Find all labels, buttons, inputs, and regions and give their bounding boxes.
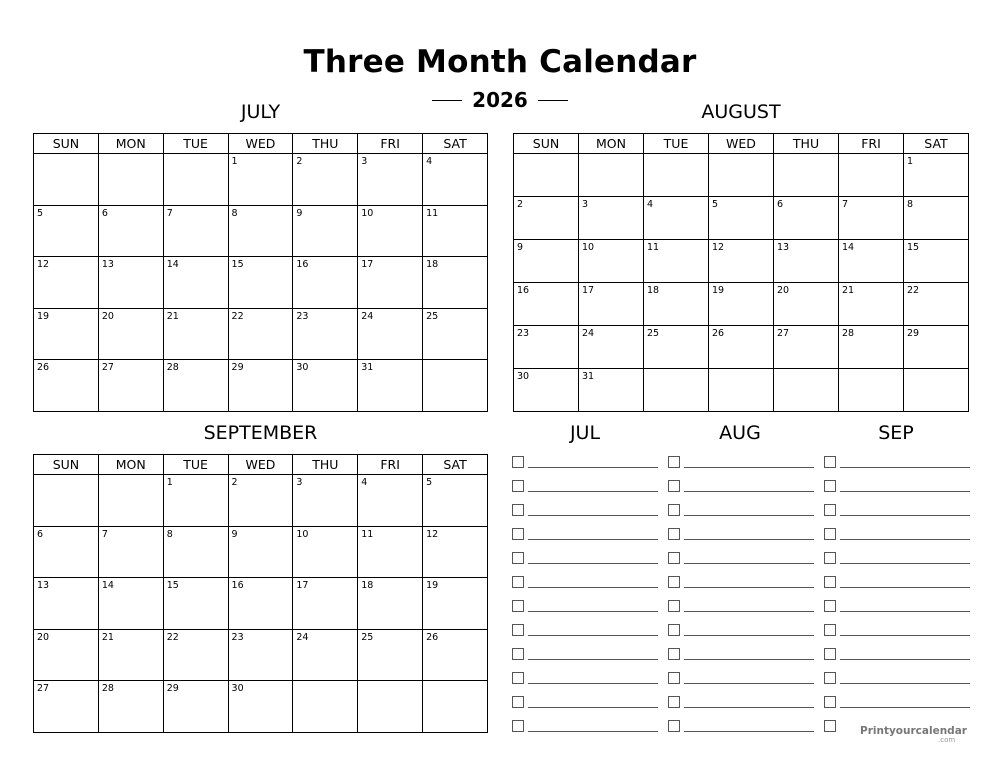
todo-item[interactable]	[668, 479, 814, 493]
checkbox-icon[interactable]	[512, 528, 524, 540]
day-cell: 3	[293, 475, 358, 527]
day-cell: 10	[293, 526, 358, 578]
day-cell: 27	[774, 326, 839, 369]
week-row	[514, 197, 969, 240]
day-cell: 30	[514, 369, 579, 412]
day-cell	[774, 154, 839, 197]
todo-write-line[interactable]	[528, 611, 658, 612]
day-cell: 12	[709, 240, 774, 283]
checkbox-icon[interactable]	[668, 528, 680, 540]
todo-write-line[interactable]	[528, 731, 658, 732]
day-cell: 6	[98, 205, 163, 257]
weekday-header-row	[514, 134, 969, 154]
day-cell	[34, 475, 99, 527]
brand-logo-suffix: .com	[938, 736, 956, 744]
day-cell: 31	[579, 369, 644, 412]
todo-item[interactable]	[824, 575, 970, 589]
calendar-july	[33, 133, 488, 412]
day-cell	[98, 475, 163, 527]
day-cell: 1	[904, 154, 969, 197]
page-title: Three Month Calendar	[303, 44, 697, 80]
day-cell: 13	[774, 240, 839, 283]
day-cell: 10	[358, 205, 423, 257]
todo-write-line[interactable]	[684, 731, 814, 732]
todo-write-line[interactable]	[684, 659, 814, 660]
day-cell: 21	[839, 283, 904, 326]
todo-item[interactable]	[824, 623, 970, 637]
checkbox-icon[interactable]	[668, 552, 680, 564]
day-cell: 17	[579, 283, 644, 326]
checkbox-icon[interactable]	[824, 624, 836, 636]
day-cell: 13	[34, 578, 99, 630]
todo-item[interactable]	[512, 575, 658, 589]
checkbox-icon[interactable]	[668, 576, 680, 588]
checkbox-icon[interactable]	[512, 720, 524, 732]
day-cell: 4	[644, 197, 709, 240]
todo-write-line[interactable]	[840, 515, 970, 516]
todo-item[interactable]	[512, 503, 658, 517]
weekday-header: TUE	[163, 455, 228, 475]
weekday-header: SAT	[423, 134, 488, 154]
todo-write-line[interactable]	[840, 563, 970, 564]
day-cell: 20	[34, 629, 99, 681]
checkbox-icon[interactable]	[512, 624, 524, 636]
todo-write-line[interactable]	[684, 611, 814, 612]
todo-write-line[interactable]	[840, 683, 970, 684]
todo-write-line[interactable]	[684, 587, 814, 588]
day-cell: 9	[514, 240, 579, 283]
day-cell: 6	[774, 197, 839, 240]
day-cell: 22	[163, 629, 228, 681]
todo-item[interactable]	[824, 527, 970, 541]
todo-write-line[interactable]	[684, 635, 814, 636]
checkbox-icon[interactable]	[824, 720, 836, 732]
weekday-header: SAT	[423, 455, 488, 475]
day-cell: 26	[423, 629, 488, 681]
checkbox-icon[interactable]	[824, 600, 836, 612]
checkbox-icon[interactable]	[512, 480, 524, 492]
day-cell: 3	[579, 197, 644, 240]
todo-write-line[interactable]	[840, 659, 970, 660]
todo-item[interactable]	[824, 719, 832, 733]
day-cell: 5	[34, 205, 99, 257]
todo-item[interactable]	[668, 647, 814, 661]
day-cell: 25	[644, 326, 709, 369]
day-cell: 2	[228, 475, 293, 527]
day-cell: 16	[293, 257, 358, 309]
checkbox-icon[interactable]	[512, 576, 524, 588]
todo-item[interactable]	[668, 575, 814, 589]
day-cell: 8	[904, 197, 969, 240]
todo-write-line[interactable]	[684, 563, 814, 564]
day-cell: 28	[98, 681, 163, 733]
day-cell	[423, 681, 488, 733]
day-cell: 14	[839, 240, 904, 283]
todo-write-line[interactable]	[840, 467, 970, 468]
day-cell: 12	[423, 526, 488, 578]
day-cell: 19	[709, 283, 774, 326]
day-cell: 18	[644, 283, 709, 326]
week-row	[34, 475, 488, 527]
todo-item[interactable]	[512, 719, 658, 733]
day-cell: 26	[709, 326, 774, 369]
weekday-header: THU	[293, 455, 358, 475]
todo-write-line[interactable]	[684, 515, 814, 516]
brand-logo-text: Printyourcalendar	[860, 725, 967, 737]
day-cell: 2	[514, 197, 579, 240]
checkbox-icon[interactable]	[668, 720, 680, 732]
day-cell: 30	[293, 360, 358, 412]
month-name-july: JULY	[240, 101, 281, 123]
checkbox-icon[interactable]	[824, 696, 836, 708]
todo-item[interactable]	[668, 455, 814, 469]
day-cell: 11	[358, 526, 423, 578]
todo-write-line[interactable]	[684, 707, 814, 708]
checkbox-icon[interactable]	[512, 456, 524, 468]
weekday-header: WED	[228, 134, 293, 154]
todo-item[interactable]	[512, 527, 658, 541]
week-row	[34, 360, 488, 412]
todo-write-line[interactable]	[840, 635, 970, 636]
day-cell: 28	[163, 360, 228, 412]
todo-item[interactable]	[824, 671, 970, 685]
day-cell	[644, 154, 709, 197]
todo-item[interactable]	[512, 551, 658, 565]
calendar-september	[33, 454, 488, 733]
day-cell: 22	[228, 308, 293, 360]
day-cell: 19	[34, 308, 99, 360]
day-cell: 20	[774, 283, 839, 326]
day-cell: 6	[34, 526, 99, 578]
checkbox-icon[interactable]	[824, 504, 836, 516]
todo-item[interactable]	[668, 719, 814, 733]
todo-item[interactable]	[512, 455, 658, 469]
checkbox-icon[interactable]	[512, 504, 524, 516]
todo-item[interactable]	[668, 551, 814, 565]
year-label: 2026	[472, 88, 528, 112]
day-cell	[839, 369, 904, 412]
day-cell: 17	[358, 257, 423, 309]
todo-write-line[interactable]	[684, 491, 814, 492]
day-cell: 5	[709, 197, 774, 240]
checkbox-icon[interactable]	[824, 456, 836, 468]
checkbox-icon[interactable]	[668, 600, 680, 612]
day-cell: 21	[163, 308, 228, 360]
week-row	[34, 578, 488, 630]
day-cell: 16	[514, 283, 579, 326]
todo-write-line[interactable]	[528, 515, 658, 516]
checkbox-icon[interactable]	[668, 672, 680, 684]
todo-item[interactable]	[824, 503, 970, 517]
todo-write-line[interactable]	[528, 683, 658, 684]
todo-item[interactable]	[668, 527, 814, 541]
day-cell	[358, 681, 423, 733]
weekday-header: WED	[709, 134, 774, 154]
todo-write-line[interactable]	[840, 611, 970, 612]
todo-item[interactable]	[668, 599, 814, 613]
day-cell: 18	[423, 257, 488, 309]
day-cell: 23	[228, 629, 293, 681]
day-cell: 24	[358, 308, 423, 360]
day-cell	[709, 369, 774, 412]
week-row	[34, 205, 488, 257]
weekday-header: SAT	[904, 134, 969, 154]
day-cell: 29	[904, 326, 969, 369]
day-cell: 14	[163, 257, 228, 309]
checkbox-icon[interactable]	[668, 504, 680, 516]
todo-item[interactable]	[512, 599, 658, 613]
day-cell: 7	[839, 197, 904, 240]
day-cell: 11	[644, 240, 709, 283]
day-cell: 1	[163, 475, 228, 527]
checkbox-icon[interactable]	[512, 696, 524, 708]
day-cell: 18	[358, 578, 423, 630]
weekday-header: SUN	[34, 134, 99, 154]
month-name-august: AUGUST	[701, 101, 781, 123]
checkbox-icon[interactable]	[824, 648, 836, 660]
todo-write-line[interactable]	[528, 491, 658, 492]
day-cell: 5	[423, 475, 488, 527]
day-cell: 23	[514, 326, 579, 369]
todo-item[interactable]	[512, 671, 658, 685]
todo-item[interactable]	[668, 695, 814, 709]
checkbox-icon[interactable]	[824, 552, 836, 564]
day-cell	[34, 154, 99, 206]
todo-item[interactable]	[824, 647, 970, 661]
weekday-header-row	[34, 134, 488, 154]
day-cell: 31	[358, 360, 423, 412]
day-cell: 25	[358, 629, 423, 681]
day-cell	[514, 154, 579, 197]
day-cell: 23	[293, 308, 358, 360]
day-cell: 8	[228, 205, 293, 257]
day-cell: 4	[358, 475, 423, 527]
day-cell: 27	[34, 681, 99, 733]
day-cell: 14	[98, 578, 163, 630]
todo-write-line[interactable]	[528, 659, 658, 660]
day-cell: 19	[423, 578, 488, 630]
day-cell: 28	[839, 326, 904, 369]
todo-item[interactable]	[512, 623, 658, 637]
checkbox-icon[interactable]	[668, 696, 680, 708]
todo-write-line[interactable]	[840, 539, 970, 540]
todo-item[interactable]	[512, 695, 658, 709]
weekday-header: MON	[579, 134, 644, 154]
week-row	[514, 154, 969, 197]
todo-write-line[interactable]	[528, 563, 658, 564]
day-cell	[774, 369, 839, 412]
day-cell: 3	[358, 154, 423, 206]
todo-item[interactable]	[824, 695, 970, 709]
todo-write-line[interactable]	[528, 707, 658, 708]
day-cell: 8	[163, 526, 228, 578]
day-cell: 27	[98, 360, 163, 412]
day-cell: 10	[579, 240, 644, 283]
weekday-header: THU	[293, 134, 358, 154]
todo-write-line[interactable]	[684, 539, 814, 540]
weekday-header: TUE	[163, 134, 228, 154]
day-cell: 15	[228, 257, 293, 309]
weekday-header: FRI	[358, 134, 423, 154]
todo-item[interactable]	[668, 671, 814, 685]
todo-write-line[interactable]	[840, 707, 970, 708]
todo-header-jul: JUL	[569, 422, 601, 444]
weekday-header: FRI	[839, 134, 904, 154]
checkbox-icon[interactable]	[668, 648, 680, 660]
day-cell: 12	[34, 257, 99, 309]
checkbox-icon[interactable]	[824, 672, 836, 684]
checkbox-icon[interactable]	[512, 672, 524, 684]
day-cell: 25	[423, 308, 488, 360]
day-cell: 13	[98, 257, 163, 309]
checkbox-icon[interactable]	[512, 600, 524, 612]
weekday-header: SUN	[34, 455, 99, 475]
todo-write-line[interactable]	[840, 587, 970, 588]
week-row	[514, 326, 969, 369]
day-cell: 29	[228, 360, 293, 412]
day-cell: 30	[228, 681, 293, 733]
checkbox-icon[interactable]	[668, 480, 680, 492]
todo-write-line[interactable]	[528, 467, 658, 468]
day-cell: 24	[293, 629, 358, 681]
week-row	[514, 369, 969, 412]
day-cell: 21	[98, 629, 163, 681]
day-cell: 7	[163, 205, 228, 257]
day-cell	[163, 154, 228, 206]
week-row	[34, 681, 488, 733]
day-cell: 24	[579, 326, 644, 369]
day-cell: 4	[423, 154, 488, 206]
day-cell: 9	[228, 526, 293, 578]
day-cell: 15	[904, 240, 969, 283]
todo-item[interactable]	[668, 503, 814, 517]
weekday-header: SUN	[514, 134, 579, 154]
day-cell: 26	[34, 360, 99, 412]
day-cell: 11	[423, 205, 488, 257]
week-row	[34, 308, 488, 360]
checkbox-icon[interactable]	[824, 480, 836, 492]
checkbox-icon[interactable]	[824, 576, 836, 588]
calendar-august	[513, 133, 969, 412]
day-cell	[293, 681, 358, 733]
checkbox-icon[interactable]	[668, 456, 680, 468]
day-cell: 1	[228, 154, 293, 206]
day-cell: 9	[293, 205, 358, 257]
day-cell: 15	[163, 578, 228, 630]
day-cell: 2	[293, 154, 358, 206]
todo-item[interactable]	[824, 479, 970, 493]
week-row	[34, 257, 488, 309]
weekday-header: FRI	[358, 455, 423, 475]
day-cell	[644, 369, 709, 412]
checkbox-icon[interactable]	[512, 552, 524, 564]
todo-item[interactable]	[512, 647, 658, 661]
week-row	[34, 629, 488, 681]
day-cell	[98, 154, 163, 206]
todo-write-line[interactable]	[840, 491, 970, 492]
day-cell: 29	[163, 681, 228, 733]
weekday-header: THU	[774, 134, 839, 154]
todo-item[interactable]	[824, 455, 970, 469]
day-cell: 17	[293, 578, 358, 630]
day-cell	[839, 154, 904, 197]
weekday-header: WED	[228, 455, 293, 475]
todo-write-line[interactable]	[528, 587, 658, 588]
day-cell: 22	[904, 283, 969, 326]
todo-write-line[interactable]	[528, 635, 658, 636]
day-cell: 16	[228, 578, 293, 630]
day-cell: 7	[98, 526, 163, 578]
weekday-header: MON	[98, 455, 163, 475]
todo-header-sep: SEP	[878, 422, 914, 444]
week-row	[514, 283, 969, 326]
day-cell	[709, 154, 774, 197]
day-cell	[579, 154, 644, 197]
todo-write-line[interactable]	[684, 467, 814, 468]
day-cell	[904, 369, 969, 412]
weekday-header-row	[34, 455, 488, 475]
todo-header-aug: AUG	[719, 422, 761, 444]
todo-write-line[interactable]	[684, 683, 814, 684]
checkbox-icon[interactable]	[512, 648, 524, 660]
todo-item[interactable]	[824, 551, 970, 565]
todo-item[interactable]	[668, 623, 814, 637]
checkbox-icon[interactable]	[668, 624, 680, 636]
month-name-september: SEPTEMBER	[203, 422, 318, 444]
todo-write-line[interactable]	[528, 539, 658, 540]
day-cell	[423, 360, 488, 412]
weekday-header: MON	[98, 134, 163, 154]
week-row	[514, 240, 969, 283]
weekday-header: TUE	[644, 134, 709, 154]
todo-item[interactable]	[824, 599, 970, 613]
day-cell: 20	[98, 308, 163, 360]
todo-item[interactable]	[512, 479, 658, 493]
week-row	[34, 154, 488, 206]
checkbox-icon[interactable]	[824, 528, 836, 540]
week-row	[34, 526, 488, 578]
